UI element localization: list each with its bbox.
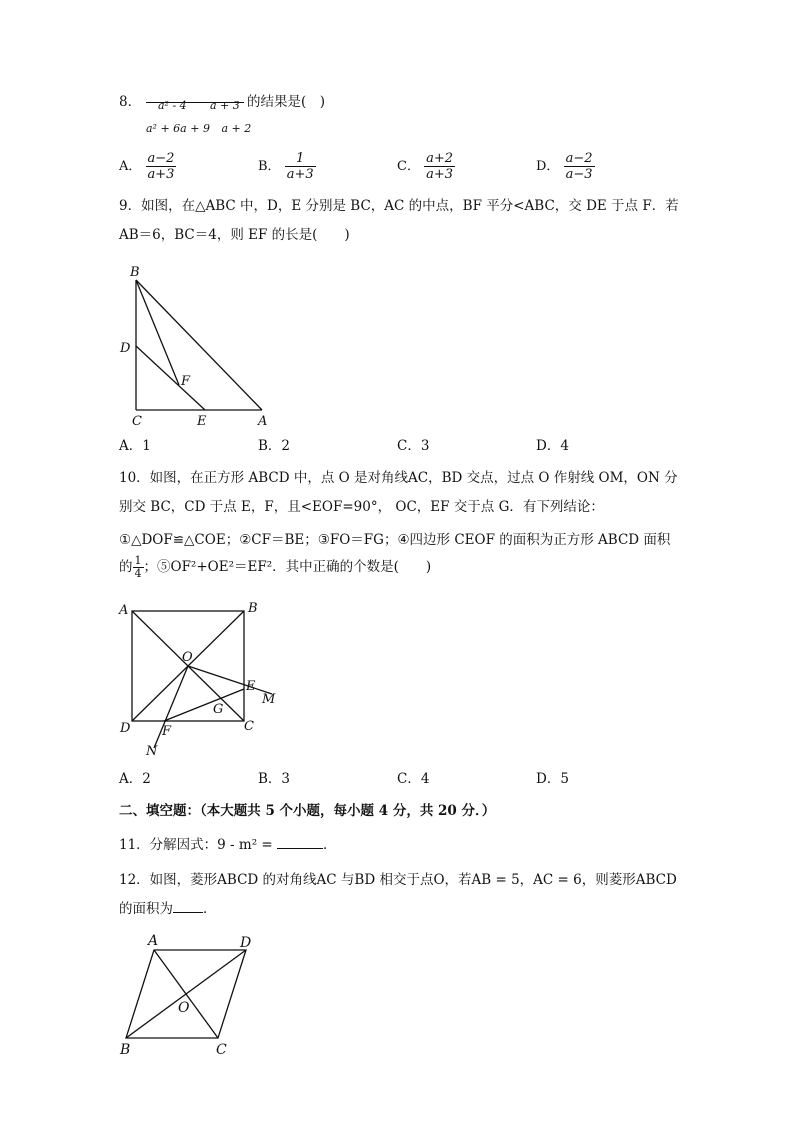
label-c: C <box>216 1042 227 1058</box>
q9-stem-line2: AB＝6，BC＝4，则 EF 的长是( ) <box>119 227 350 243</box>
label-d: D <box>240 935 252 951</box>
segment-ba <box>136 280 262 410</box>
q10-option-c[interactable]: C．4 <box>397 771 430 787</box>
label-f: F <box>162 724 172 739</box>
q8-option-a[interactable] <box>119 151 176 182</box>
q10-stem-line3: ①△DOF≌△COE；②CF＝BE；③FO＝FG；④四边形 CEOF 的面积为正方形 ABCD 面积 <box>119 532 671 548</box>
option-denominator: a−3 <box>565 167 593 182</box>
q8-num-expr: a² - 4 <box>158 99 187 112</box>
label-d: D <box>120 721 131 736</box>
label-n: N <box>146 744 158 759</box>
segment-bf <box>136 280 179 385</box>
q9-option-c[interactable]: C．3 <box>397 438 430 454</box>
option-numerator: a−2 <box>565 151 593 166</box>
q8-stem <box>119 92 141 112</box>
q11-suffix: ． <box>323 837 337 853</box>
q10-option-d[interactable]: D．5 <box>536 771 569 787</box>
q10-line4-suffix: ；⑤OF²+OE²＝EF²．其中正确的个数是( ) <box>143 559 432 575</box>
q12-answer-blank[interactable] <box>173 898 203 913</box>
q10-stem-line1: 10．如图，在正方形 ABCD 中，点 O 是对角线AC，BD 交点，过点 O 作射线 OM，ON 分 <box>119 470 678 486</box>
q10-option-b[interactable]: B．3 <box>258 771 291 787</box>
option-denominator: a+3 <box>286 167 314 182</box>
option-numerator: a−2 <box>147 151 175 166</box>
option-letter: D． <box>536 159 560 174</box>
option-letter: B． <box>258 159 281 174</box>
q10-option-a[interactable]: A．2 <box>119 771 151 787</box>
q8-option-d[interactable] <box>536 151 595 182</box>
label-c: C <box>244 719 254 734</box>
q8-option-c[interactable] <box>397 151 455 182</box>
option-denominator: a+3 <box>426 167 454 182</box>
q11-stem <box>119 834 337 855</box>
label-b: B <box>130 265 140 280</box>
label-a: A <box>148 933 159 949</box>
label-o: O <box>182 650 193 665</box>
q8-den-expr: a² + 6a + 9 <box>146 122 210 135</box>
q12-line2-suffix: ． <box>203 901 217 917</box>
label-g: G <box>213 702 224 717</box>
q10-square-figure <box>110 598 290 760</box>
label-o: O <box>178 1000 190 1016</box>
option-denominator: a+3 <box>147 167 175 182</box>
label-b: B <box>120 1042 131 1058</box>
q8-stem-text: 的结果是( ) <box>247 94 326 110</box>
q8-expression-bottom <box>146 122 251 135</box>
q9-option-b[interactable]: B．2 <box>258 438 291 454</box>
q8-expression-top <box>146 94 244 112</box>
label-d: D <box>120 341 131 356</box>
q8-number: 8． <box>119 94 142 110</box>
label-c: C <box>132 414 142 429</box>
q8-option-b[interactable] <box>258 151 316 182</box>
q9-option-d[interactable]: D．4 <box>536 438 569 454</box>
option-numerator: 1 <box>285 151 316 167</box>
segment-de <box>136 346 205 410</box>
q10-fraction-numerator: 1 <box>134 554 142 567</box>
section-heading-fill-in: 二、填空题：（本大题共 5 个小题，每小题 4 分，共 20 分．） <box>119 803 496 819</box>
q9-option-a[interactable]: A．1 <box>119 438 151 454</box>
label-f: F <box>181 374 191 389</box>
q11-answer-blank[interactable] <box>277 834 323 849</box>
label-a: A <box>119 603 129 618</box>
q10-fraction-denominator: 4 <box>134 567 142 580</box>
diagonal-bd <box>126 950 246 1038</box>
q12-stem-line1: 12．如图，菱形ABCD 的对角线AC 与BD 相交于点O，若AB = 5，AC = 6，则菱形ABCD <box>119 872 677 888</box>
label-a: A <box>258 414 268 429</box>
q10-stem-line4 <box>119 555 431 580</box>
q12-rhombus-figure <box>110 928 280 1063</box>
option-letter: C． <box>397 159 420 174</box>
label-e: E <box>246 679 256 694</box>
ray-om <box>188 666 272 694</box>
label-m: M <box>262 692 276 707</box>
q11-prefix: 11．分解因式：9 - m² = <box>119 837 278 853</box>
q12-line2-prefix: 的面积为 <box>119 901 173 917</box>
q12-stem-line2 <box>119 898 217 919</box>
option-numerator: a+2 <box>426 151 454 166</box>
q8-div-num: a + 3 <box>210 99 240 112</box>
q9-triangle-figure <box>110 260 290 430</box>
label-e: E <box>197 414 207 429</box>
option-letter: A． <box>119 159 142 174</box>
q9-stem-line1: 9．如图，在△ABC 中，D，E 分别是 BC，AC 的中点，BF 平分<ABC，交 DE 于点 F．若 <box>119 198 679 214</box>
q10-stem-line2: 别交 BC，CD 于点 E，F，且<EOF=90°， OC，EF 交于点 G．有下列结论： <box>119 499 604 515</box>
q10-line4-prefix: 的 <box>119 559 133 575</box>
label-b: B <box>248 601 258 616</box>
q8-div-den: a + 2 <box>221 122 252 135</box>
